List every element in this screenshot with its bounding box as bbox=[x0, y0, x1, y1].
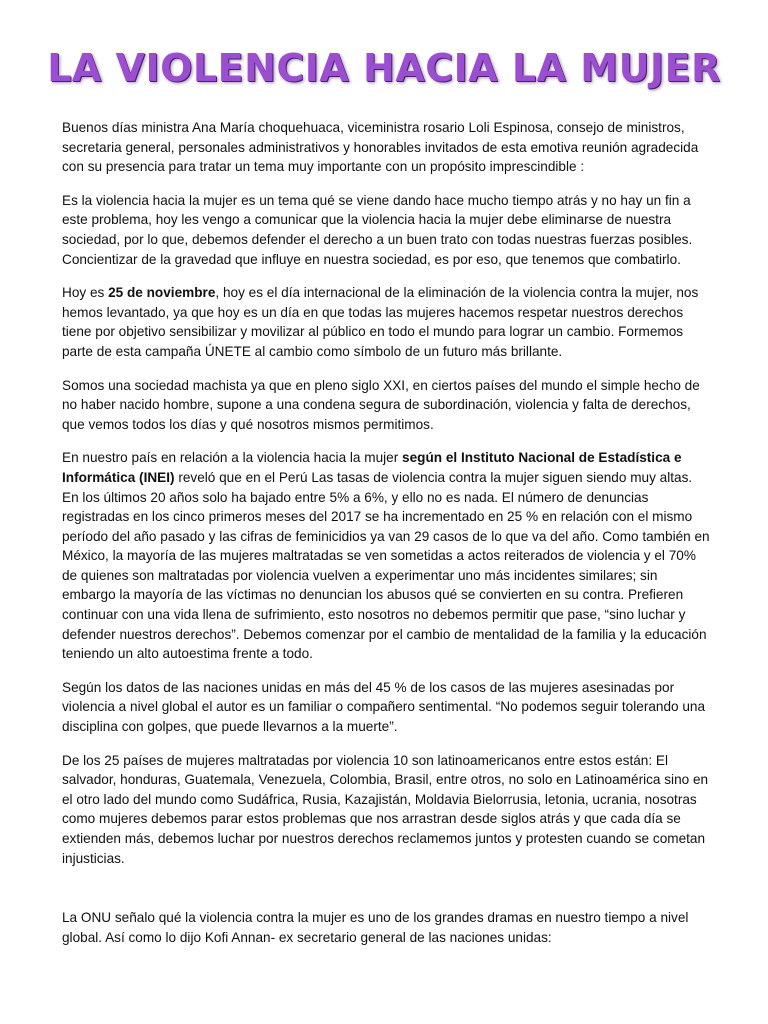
paragraph-peru-rest: reveló que en el Perú Las tasas de violencia contra la mujer siguen siendo muy altas. En los últimos 20 años solo ha bajado entre 5% a 6%, y ello no es nada. El número de denuncias registradas en los cinco primeros meses del 2017 se ha incrementado en 25 % en relación con el mismo período del año pasado y las cifras de feminicidios ya van 29 casos de lo que va del año. Como también en México, la mayoría de las mujeres maltratadas se ven sometidas a actos reiterados de violencia y el 70% de quienes son maltratadas por violencia vuelven a experimentar uno más incidentes similares; sin embargo la mayoría de las víctimas no denuncian los abusos qué se convierten en su contra. Prefieren continuar con una vida llena de sufrimiento, esto nosotros no debemos permitir que pase, “sino luchar y defender nuestros derechos”. Debemos comenzar por el cambio de mentalidad de la familia y la educación teniendo un alto autoestima frente a todo. bbox=[62, 469, 710, 662]
paragraph-date-lead: Hoy es bbox=[62, 285, 109, 301]
paragraph-intro: Es la violencia hacia la mujer es un tema qué se viene dando hace mucho tiempo atrás y no hay un fin a este problema, hoy les vengo a comunicar que la violencia hacia la mujer debe eliminarse de nuestra sociedad, por lo que, debemos defender el derecho a un buen trato con todas nuestras fuerzas posibles. Concientizar de la gravedad que influye en nuestra sociedad, es por eso, que tenemos que combatirlo. bbox=[62, 192, 693, 267]
paragraph-peru bbox=[62, 448, 712, 664]
paragraph-countries: De los 25 países de mujeres maltratadas por violencia 10 son latinoamericanos entre estos están: El salvador, honduras, Guatemala, Venezuela, Colombia, Brasil, entre otros, no solo en Latinoamérica sino en el otro lado del mundo como Sudáfrica, Rusia, Kazajistán, Moldavia Bielorrusia, letonia, ucrania, nosotras como mujeres debemos parar estos problemas que nos arrastran desde siglos atrás y que cada día se extienden más, debemos luchar por nuestros derechos reclamemos juntos y protesten cuando se cometan injusticias. bbox=[62, 752, 709, 866]
paragraph-onu: La ONU señalo qué la violencia contra la mujer es uno de los grandes dramas en nuestro tiempo a nivel global. Así como lo dijo Kofi Annan- ex secretario general de las naciones unidas: bbox=[62, 910, 689, 945]
date-highlight: 25 de noviembre bbox=[108, 285, 216, 301]
document-body bbox=[62, 118, 712, 961]
paragraph-peru-lead: En nuestro país en relación a la violencia hacia la mujer bbox=[62, 450, 403, 466]
paragraph-date-rest: , hoy es el día internacional de la eliminación de la violencia contra la mujer, nos hemos levantado, ya que hoy es un día en que todas las mujeres hacemos respetar nuestros derechos tiene por objetivo sensibilizar y movilizar al público en todo el mundo para lograr un cambio. Formemos parte de esta campaña ÚNETE al cambio como símbolo de un futuro más brillante. bbox=[62, 285, 699, 359]
paragraph-greeting: Buenos días ministra Ana María choquehuaca, viceministra rosario Loli Espinosa, consejo de ministros, secretaria general, personales administrativos y honorables invitados de esta emotiva reunión agradecida con su presencia para tratar un tema muy importante con un propósito imprescindible : bbox=[62, 120, 699, 175]
paragraph-un-data: Según los datos de las naciones unidas en más del 45 % de los casos de las mujeres asesinadas por violencia a nivel global el autor es un familiar o compañero sentimental. “No podemos seguir tolerando una disciplina con golpes, que puede llevarnos a la muerte”. bbox=[62, 679, 706, 735]
document-title: LA VIOLENCIA HACIA LA MUJER bbox=[47, 46, 721, 90]
inei-highlight: según el Instituto Nacional de Estadística e Informática (INEI) bbox=[62, 450, 682, 485]
paragraph-society: Somos una sociedad machista ya que en pleno siglo XXI, en ciertos países del mundo el simple hecho de no haber nacido hombre, supone a una condena segura de subordinación, violencia y falta de derechos, que vemos todos los días y qué nosotros mismos permitimos. bbox=[62, 377, 700, 432]
paragraph-date bbox=[62, 283, 712, 361]
